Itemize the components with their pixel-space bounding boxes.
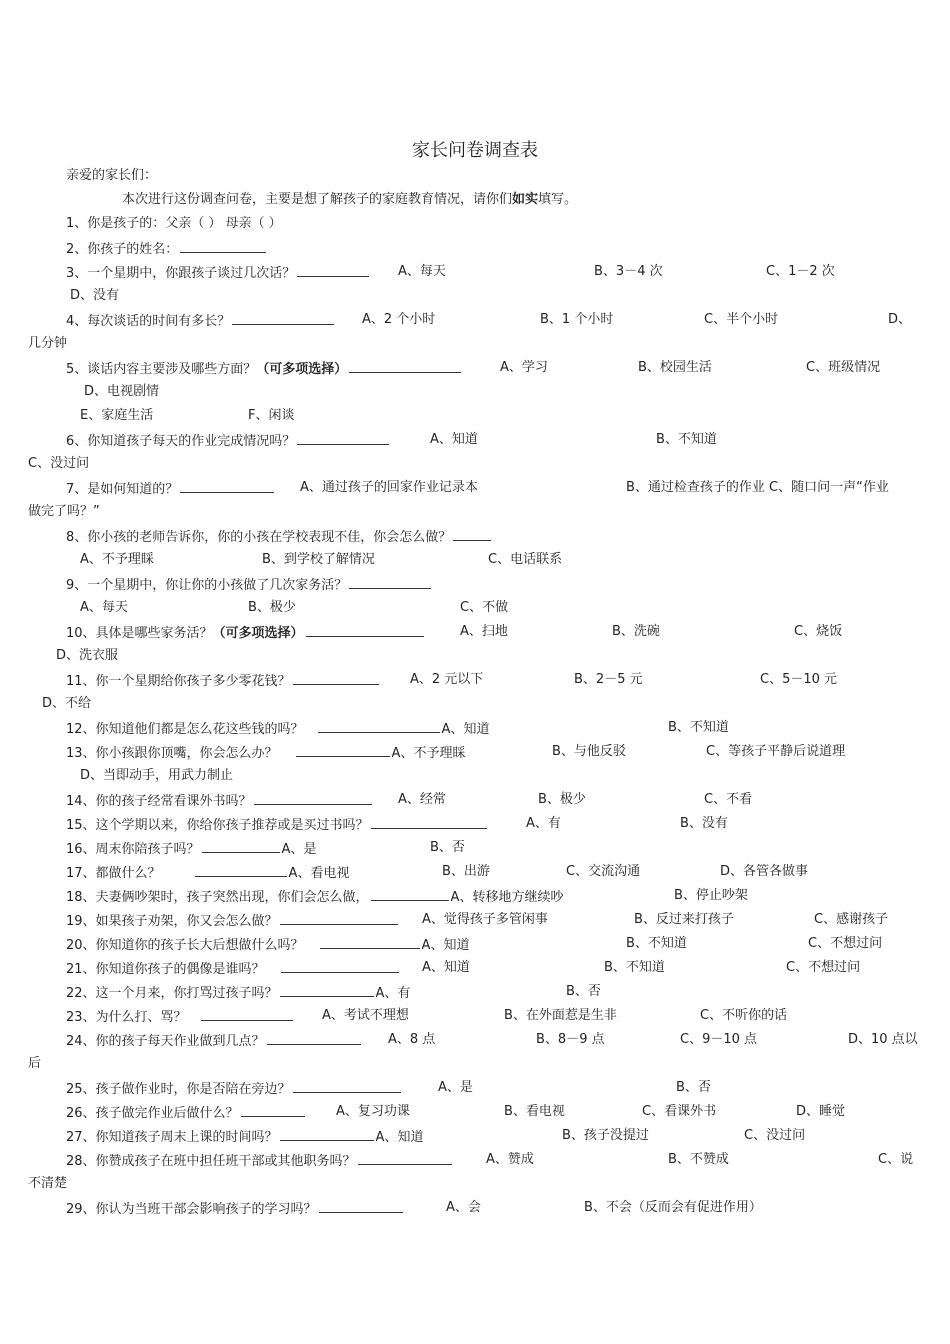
q28-option-c-cont: 不清楚 — [28, 1176, 68, 1191]
q5-row: 5、谈话内容主要涉及哪些方面？（可多项选择） — [66, 360, 463, 378]
q18-option-b: B、停止吵架 — [674, 888, 748, 903]
q6-row: 6、你知道孩子每天的作业完成情况吗？ — [66, 432, 391, 450]
q1-text: 1、你是孩子的：父亲（ ） 母亲（ ） — [66, 216, 282, 231]
q11-option-c: C、5－10 元 — [760, 672, 838, 687]
q24-option-d-cont: 后 — [28, 1056, 42, 1071]
q13-option-d: D、当即动手，用武力制止 — [80, 768, 234, 783]
q24-option-b: B、8－9 点 — [536, 1032, 605, 1047]
answer-blank[interactable] — [280, 912, 398, 925]
q8-row: 8、你小孩的老师告诉你，你的小孩在学校表现不佳，你会怎么做？ — [66, 528, 493, 546]
q3-option-d: D、没有 — [70, 288, 120, 303]
q9-option-c: C、不做 — [460, 600, 509, 615]
q23-option-b: B、在外面惹是生非 — [504, 1008, 617, 1023]
q25-option-b: B、否 — [676, 1080, 711, 1095]
answer-blank[interactable] — [201, 1008, 293, 1021]
q17-option-d: D、各管各做事 — [720, 864, 809, 879]
q9-option-b: B、极少 — [248, 600, 296, 615]
answer-blank[interactable] — [202, 840, 280, 853]
answer-blank[interactable] — [371, 816, 487, 829]
q26-row: 26、孩子做完作业后做什么？ — [66, 1104, 307, 1122]
q19-option-b: B、反过来打孩子 — [634, 912, 734, 927]
q11-row: 11、你一个星期给你孩子多少零花钱？ — [66, 672, 381, 690]
q9-row: 9、一个星期中，你让你的小孩做了几次家务活？ — [66, 576, 433, 594]
q28-option-b: B、不赞成 — [668, 1152, 729, 1167]
q23-option-c: C、不听你的话 — [700, 1008, 788, 1023]
q11-option-b: B、2－5 元 — [574, 672, 643, 687]
q6-option-a: A、知道 — [430, 432, 478, 447]
q20-option-c: C、不想过问 — [808, 936, 883, 951]
q17-option-b: B、出游 — [442, 864, 490, 879]
q8-option-c: C、电话联系 — [488, 552, 563, 567]
q6-option-b: B、不知道 — [656, 432, 717, 447]
greeting: 亲爱的家长们： — [66, 168, 158, 183]
q14-option-b: B、极少 — [538, 792, 586, 807]
q24-option-c: C、9－10 点 — [680, 1032, 758, 1047]
q19-option-c: C、感谢孩子 — [814, 912, 889, 927]
q24-row: 24、你的孩子每天作业做到几点？ — [66, 1032, 363, 1050]
q2-row: 2、你孩子的姓名： — [66, 240, 268, 258]
q4-option-b: B、1 个小时 — [540, 312, 614, 327]
q11-option-a: A、2 元以下 — [410, 672, 484, 687]
q5-option-e: E、家庭生活 — [80, 408, 154, 423]
q24-option-a: A、8 点 — [388, 1032, 436, 1047]
q5-option-f: F、闲谈 — [248, 408, 295, 423]
answer-blank[interactable] — [280, 1128, 374, 1141]
q25-option-a: A、是 — [438, 1080, 473, 1095]
q21-option-b: B、不知道 — [604, 960, 665, 975]
q23-option-a: A、考试不理想 — [322, 1008, 409, 1023]
q3-row: 3、一个星期中，你跟孩子谈过几次话？ — [66, 264, 371, 282]
q8-option-a: A、不予理睬 — [80, 552, 154, 567]
answer-blank[interactable] — [280, 984, 374, 997]
q26-option-c: C、看课外书 — [642, 1104, 717, 1119]
q4-option-c: C、半个小时 — [704, 312, 779, 327]
intro: 本次进行这份调查问卷，主要是想了解孩子的家庭教育情况，请你们如实填写。 — [122, 192, 578, 207]
answer-blank[interactable] — [306, 624, 424, 637]
q14-row: 14、你的孩子经常看课外书吗？ — [66, 792, 374, 810]
q4-option-d: D、 — [888, 312, 912, 327]
page-title: 家长问卷调查表 — [412, 140, 538, 161]
q19-option-a: A、觉得孩子多管闲事 — [422, 912, 548, 927]
answer-blank[interactable] — [293, 672, 379, 685]
q5-option-c: C、班级情况 — [806, 360, 881, 375]
q26-option-a: A、复习功课 — [336, 1104, 410, 1119]
q5-option-d: D、电视剧情 — [84, 384, 160, 399]
q27-option-b: B、孩子没提过 — [562, 1128, 649, 1143]
answer-blank[interactable] — [297, 264, 369, 277]
q28-option-a: A、赞成 — [486, 1152, 534, 1167]
q28-row: 28、你赞成孩子在班中担任班干部或其他职务吗？ — [66, 1152, 454, 1170]
q7-option-a: A、通过孩子的回家作业记录本 — [300, 480, 478, 495]
q5-option-b: B、校园生活 — [638, 360, 712, 375]
q19-row: 19、如果孩子劝架，你又会怎么做？ — [66, 912, 400, 930]
answer-blank[interactable] — [296, 744, 390, 757]
q12-row: 12、你知道他们都是怎么花这些钱的吗？ A、知道 — [66, 722, 490, 737]
q13-row: 13、你小孩跟你顶嘴，你会怎么办？ A、不予理睬 — [66, 746, 466, 761]
q13-option-b: B、与他反驳 — [552, 744, 626, 759]
q4-option-d-cont: 几分钟 — [28, 336, 68, 351]
answer-blank[interactable] — [180, 240, 266, 253]
q17-row: 17、都做什么？ A、看电视 — [66, 866, 350, 881]
q21-row: 21、你知道你孩子的偶像是谁吗？ — [66, 960, 401, 978]
answer-blank[interactable] — [349, 360, 461, 373]
q3-option-c: C、1－2 次 — [766, 264, 835, 279]
answer-blank[interactable] — [319, 1200, 403, 1213]
q29-option-b: B、不会（反而会有促进作用） — [584, 1200, 762, 1215]
q14-option-a: A、经常 — [398, 792, 446, 807]
q7-row: 7、是如何知道的？ — [66, 480, 276, 498]
q10-option-d: D、洗衣服 — [56, 648, 119, 663]
answer-blank[interactable] — [453, 528, 491, 541]
q10-row: 10、具体是哪些家务活？（可多项选择） — [66, 624, 426, 642]
answer-blank[interactable] — [320, 936, 420, 949]
q5-option-a: A、学习 — [500, 360, 548, 375]
q21-option-c: C、不想过问 — [786, 960, 861, 975]
q27-option-c: C、没过问 — [744, 1128, 806, 1143]
q15-option-b: B、没有 — [680, 816, 728, 831]
q10-option-b: B、洗碗 — [612, 624, 660, 639]
q9-option-a: A、每天 — [80, 600, 128, 615]
q7-option-c-cont: 做完了吗？” — [28, 504, 100, 519]
q20-row: 20、你知道你的孩子长大后想做什么吗？ A、知道 — [66, 938, 470, 953]
q6-option-c: C、没过问 — [28, 456, 90, 471]
answer-blank[interactable] — [293, 1080, 401, 1093]
answer-blank[interactable] — [267, 1032, 361, 1045]
answer-blank[interactable] — [254, 792, 372, 805]
answer-blank[interactable] — [232, 312, 334, 325]
q18-row: 18、夫妻俩吵架时，孩子突然出现，你们会怎么做， A、转移地方继续吵 — [66, 890, 564, 905]
q4-option-a: A、2 个小时 — [362, 312, 436, 327]
answer-blank[interactable] — [349, 576, 431, 589]
q4-row: 4、每次谈话的时间有多长？ — [66, 312, 336, 330]
q17-option-c: C、交流沟通 — [566, 864, 641, 879]
q29-option-a: A、会 — [446, 1200, 481, 1215]
q14-option-c: C、不看 — [704, 792, 753, 807]
answer-blank[interactable] — [195, 864, 287, 877]
answer-blank[interactable] — [318, 720, 440, 733]
answer-blank[interactable] — [371, 888, 449, 901]
answer-blank[interactable] — [281, 960, 399, 973]
answer-blank[interactable] — [180, 480, 274, 493]
q28-option-c: C、说 — [878, 1152, 914, 1167]
q10-option-a: A、扫地 — [460, 624, 508, 639]
q3-option-b: B、3－4 次 — [594, 264, 663, 279]
q13-option-c: C、等孩子平静后说道理 — [706, 744, 846, 759]
answer-blank[interactable] — [241, 1104, 305, 1117]
q26-option-d: D、睡觉 — [796, 1104, 846, 1119]
q16-row: 16、周末你陪孩子吗？ A、是 — [66, 842, 317, 857]
q22-option-b: B、否 — [566, 984, 601, 999]
q20-option-b: B、不知道 — [626, 936, 687, 951]
q27-row: 27、你知道孩子周末上课的时间吗？ A、知道 — [66, 1130, 424, 1145]
q7-option-bc: B、通过检查孩子的作业 C、随口问一声“作业 — [626, 480, 889, 495]
q8-option-b: B、到学校了解情况 — [262, 552, 375, 567]
q26-option-b: B、看电视 — [504, 1104, 565, 1119]
q25-row: 25、孩子做作业时，你是否陪在旁边？ — [66, 1080, 403, 1098]
q24-option-d: D、10 点以 — [848, 1032, 918, 1047]
q12-option-b: B、不知道 — [668, 720, 729, 735]
q16-option-b: B、否 — [430, 840, 465, 855]
q3-option-a: A、每天 — [398, 264, 446, 279]
q22-row: 22、这一个月来，你打骂过孩子吗？ A、有 — [66, 986, 411, 1001]
q11-option-d: D、不给 — [42, 696, 92, 711]
q21-option-a: A、知道 — [422, 960, 470, 975]
q29-row: 29、你认为当班干部会影响孩子的学习吗？ — [66, 1200, 405, 1218]
q10-option-c: C、烧饭 — [794, 624, 843, 639]
q15-option-a: A、有 — [526, 816, 561, 831]
q15-row: 15、这个学期以来，你给你孩子推荐或是买过书吗？ — [66, 816, 489, 834]
answer-blank[interactable] — [358, 1152, 452, 1165]
q23-row: 23、为什么打、骂？ — [66, 1008, 295, 1026]
answer-blank[interactable] — [297, 432, 389, 445]
